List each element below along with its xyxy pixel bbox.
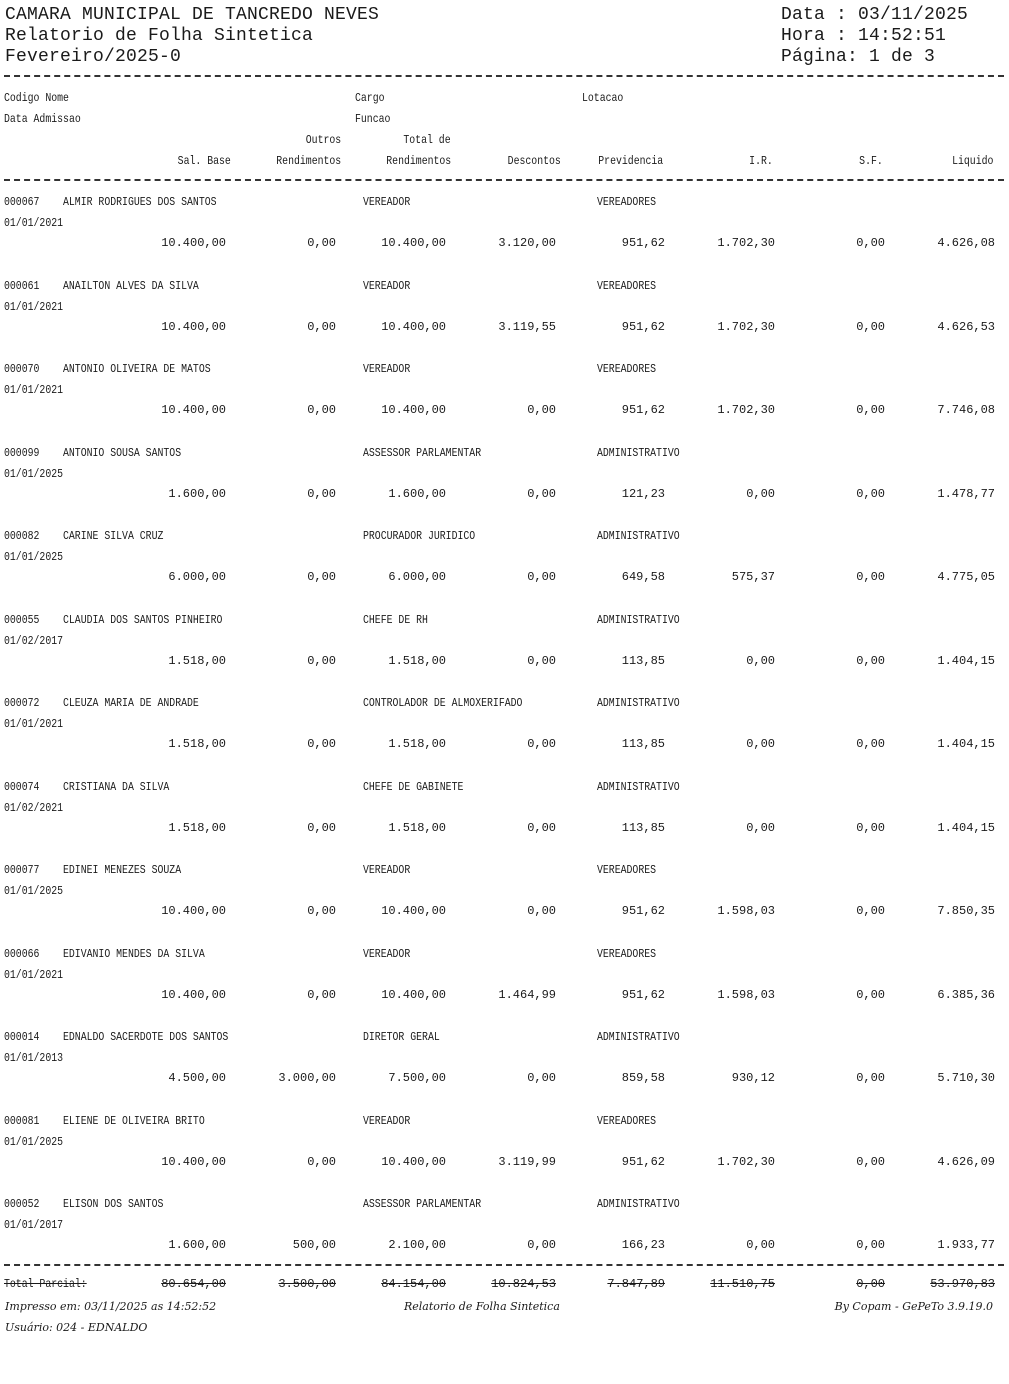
employee-code: 000052 [4,1197,40,1211]
employee-outros: 0,00 [307,654,336,668]
employee-cargo: VEREADOR [363,947,411,961]
employee-sal-base: 1.518,00 [168,654,226,668]
employee-lotacao: ADMINISTRATIVO [597,529,680,543]
col-cargo: Cargo [355,91,385,105]
employee-code: 000055 [4,613,40,627]
employee-outros: 0,00 [307,988,336,1002]
employee-cargo: DIRETOR GERAL [363,1030,440,1044]
totals-previdencia: 7.847,89 [607,1277,665,1291]
employee-descontos: 3.120,00 [498,236,556,250]
employee-liquido: 6.385,36 [937,988,995,1002]
employee-liquido: 4.626,53 [937,320,995,334]
report-period: Fevereiro/2025-0 [5,47,182,67]
footer-by: By Copam - GePeTo 3.9.19.0 [834,1300,993,1313]
employee-descontos: 3.119,55 [498,320,556,334]
employee-sf: 0,00 [856,403,885,417]
employee-name: ELIENE DE OLIVEIRA BRITO [63,1114,205,1128]
employee-admissao: 01/02/2021 [4,801,64,815]
employee-name: EDINEI MENEZES SOUZA [63,863,182,877]
employee-sf: 0,00 [856,737,885,751]
employee-lotacao: ADMINISTRATIVO [597,696,680,710]
employee-previdencia: 951,62 [621,1155,665,1169]
employee-code: 000082 [4,529,40,543]
employee-name: EDIVANIO MENDES DA SILVA [63,947,205,961]
employee-total: 10.400,00 [381,320,446,334]
employee-sf: 0,00 [856,487,885,501]
employee-liquido: 4.626,09 [937,1155,995,1169]
employee-liquido: 1.404,15 [937,821,995,835]
employee-previdencia: 859,58 [621,1071,665,1085]
employee-ir: 575,37 [731,570,775,584]
employee-cargo: CHEFE DE RH [363,613,428,627]
employee-lotacao: VEREADORES [597,1114,657,1128]
report-date: Data : 03/11/2025 [781,5,969,25]
employee-admissao: 01/01/2021 [4,968,64,982]
employee-sf: 0,00 [856,1238,885,1252]
employee-sf: 0,00 [856,1155,885,1169]
col-previdencia: Previdencia [598,154,663,168]
col-lotacao: Lotacao [582,91,624,105]
employee-sal-base: 10.400,00 [161,904,226,918]
employee-name: CLAUDIA DOS SANTOS PINHEIRO [63,613,223,627]
col-total-2: Rendimentos [386,154,451,168]
employee-outros: 0,00 [307,487,336,501]
employee-descontos: 0,00 [527,654,556,668]
report-time: Hora : 14:52:51 [781,26,947,46]
employee-total: 6.000,00 [388,570,446,584]
totals-liquido: 53.970,83 [930,1277,995,1291]
totals-separator [4,1264,1004,1266]
employee-outros: 0,00 [307,320,336,334]
org-name: CAMARA MUNICIPAL DE TANCREDO NEVES [5,5,380,25]
employee-sal-base: 6.000,00 [168,570,226,584]
employee-ir: 1.702,30 [717,403,775,417]
employee-ir: 0,00 [746,1238,775,1252]
col-data-admissao: Data Admissao [4,112,81,126]
employee-name: ANAILTON ALVES DA SILVA [63,279,199,293]
employee-name: CARINE SILVA CRUZ [63,529,164,543]
col-codigo-nome: Codigo Nome [4,91,69,105]
employee-lotacao: VEREADORES [597,279,657,293]
totals-sf: 0,00 [856,1277,885,1291]
employee-admissao: 01/01/2021 [4,300,64,314]
employee-sf: 0,00 [856,236,885,250]
employee-lotacao: ADMINISTRATIVO [597,446,680,460]
employee-previdencia: 951,62 [621,904,665,918]
employee-code: 000066 [4,947,40,961]
employee-lotacao: ADMINISTRATIVO [597,1197,680,1211]
employee-cargo: CONTROLADOR DE ALMOXERIFADO [363,696,523,710]
employee-cargo: PROCURADOR JURIDICO [363,529,476,543]
employee-liquido: 7.746,08 [937,403,995,417]
employee-outros: 0,00 [307,737,336,751]
employee-ir: 1.598,03 [717,988,775,1002]
employee-cargo: ASSESSOR PARLAMENTAR [363,1197,482,1211]
employee-lotacao: ADMINISTRATIVO [597,613,680,627]
employee-code: 000074 [4,780,40,794]
columns-separator [4,179,1004,181]
employee-admissao: 01/01/2025 [4,467,64,481]
employee-liquido: 1.404,15 [937,737,995,751]
totals-label: Total Parcial: [4,1277,87,1291]
employee-outros: 0,00 [307,1155,336,1169]
employee-cargo: VEREADOR [363,362,411,376]
employee-total: 7.500,00 [388,1071,446,1085]
employee-liquido: 7.850,35 [937,904,995,918]
employee-lotacao: VEREADORES [597,863,657,877]
employee-name: ANTONIO SOUSA SANTOS [63,446,182,460]
employee-sal-base: 1.600,00 [168,487,226,501]
employee-liquido: 1.478,77 [937,487,995,501]
employee-sf: 0,00 [856,988,885,1002]
employee-sf: 0,00 [856,654,885,668]
employee-total: 1.518,00 [388,737,446,751]
employee-name: CRISTIANA DA SILVA [63,780,170,794]
employee-ir: 930,12 [731,1071,775,1085]
employee-code: 000014 [4,1030,40,1044]
col-ir: I.R. [749,154,773,168]
employee-ir: 0,00 [746,487,775,501]
employee-admissao: 01/01/2025 [4,884,64,898]
employee-admissao: 01/01/2021 [4,383,64,397]
employee-descontos: 0,00 [527,821,556,835]
employee-sal-base: 1.518,00 [168,737,226,751]
employee-previdencia: 121,23 [621,487,665,501]
employee-liquido: 4.626,08 [937,236,995,250]
employee-descontos: 0,00 [527,570,556,584]
employee-sal-base: 10.400,00 [161,320,226,334]
employee-sal-base: 10.400,00 [161,988,226,1002]
employee-liquido: 1.404,15 [937,654,995,668]
employee-sal-base: 4.500,00 [168,1071,226,1085]
employee-admissao: 01/01/2017 [4,1218,64,1232]
employee-sal-base: 10.400,00 [161,1155,226,1169]
employee-cargo: CHEFE DE GABINETE [363,780,464,794]
employee-lotacao: ADMINISTRATIVO [597,1030,680,1044]
employee-total: 10.400,00 [381,988,446,1002]
employee-total: 1.600,00 [388,487,446,501]
col-outros-1: Outros [305,133,341,147]
employee-descontos: 0,00 [527,737,556,751]
footer-printed: Impresso em: 03/11/2025 as 14:52:52 [5,1300,217,1313]
employee-total: 10.400,00 [381,236,446,250]
employee-liquido: 5.710,30 [937,1071,995,1085]
employee-total: 2.100,00 [388,1238,446,1252]
employee-code: 000081 [4,1114,40,1128]
employee-ir: 1.702,30 [717,1155,775,1169]
col-sf: S.F. [859,154,883,168]
employee-previdencia: 951,62 [621,320,665,334]
employee-previdencia: 113,85 [621,737,665,751]
totals-outros: 3.500,00 [278,1277,336,1291]
employee-ir: 1.702,30 [717,320,775,334]
employee-sf: 0,00 [856,1071,885,1085]
employee-lotacao: VEREADORES [597,947,657,961]
employee-ir: 1.598,03 [717,904,775,918]
employee-code: 000099 [4,446,40,460]
employee-descontos: 0,00 [527,1071,556,1085]
employee-sal-base: 10.400,00 [161,236,226,250]
footer-title: Relatorio de Folha Sintetica [404,1300,560,1313]
report-title: Relatorio de Folha Sintetica [5,26,314,46]
employee-lotacao: VEREADORES [597,362,657,376]
employee-total: 10.400,00 [381,904,446,918]
col-sal-base: Sal. Base [177,154,231,168]
employee-admissao: 01/01/2025 [4,1135,64,1149]
col-outros-2: Rendimentos [276,154,341,168]
employee-name: EDNALDO SACERDOTE DOS SANTOS [63,1030,229,1044]
employee-ir: 1.702,30 [717,236,775,250]
employee-code: 000072 [4,696,40,710]
employee-outros: 0,00 [307,570,336,584]
col-descontos: Descontos [507,154,561,168]
employee-admissao: 01/01/2025 [4,550,64,564]
employee-descontos: 0,00 [527,1238,556,1252]
employee-cargo: VEREADOR [363,279,411,293]
totals-sal-base: 80.654,00 [161,1277,226,1291]
employee-outros: 0,00 [307,403,336,417]
col-total-1: Total de [403,133,451,147]
employee-descontos: 0,00 [527,904,556,918]
employee-code: 000061 [4,279,40,293]
employee-previdencia: 113,85 [621,821,665,835]
employee-ir: 0,00 [746,821,775,835]
employee-code: 000077 [4,863,40,877]
employee-descontos: 1.464,99 [498,988,556,1002]
employee-cargo: VEREADOR [363,1114,411,1128]
employee-code: 000070 [4,362,40,376]
employee-admissao: 01/01/2013 [4,1051,64,1065]
employee-outros: 500,00 [292,1238,336,1252]
employee-ir: 0,00 [746,654,775,668]
employee-outros: 0,00 [307,821,336,835]
employee-outros: 0,00 [307,904,336,918]
employee-liquido: 1.933,77 [937,1238,995,1252]
employee-total: 1.518,00 [388,654,446,668]
employee-code: 000067 [4,195,40,209]
report-page: Página: 1 de 3 [781,47,936,67]
employee-name: ALMIR RODRIGUES DOS SANTOS [63,195,217,209]
employee-name: ANTONIO OLIVEIRA DE MATOS [63,362,211,376]
employee-total: 1.518,00 [388,821,446,835]
employee-outros: 0,00 [307,236,336,250]
employee-previdencia: 166,23 [621,1238,665,1252]
employee-cargo: VEREADOR [363,863,411,877]
employee-outros: 3.000,00 [278,1071,336,1085]
employee-sal-base: 1.518,00 [168,821,226,835]
employee-total: 10.400,00 [381,403,446,417]
footer-user: Usuário: 024 - EDNALDO [5,1321,148,1334]
header-separator [4,75,1004,77]
employee-ir: 0,00 [746,737,775,751]
employee-previdencia: 951,62 [621,988,665,1002]
employee-previdencia: 113,85 [621,654,665,668]
totals-descontos: 10.824,53 [491,1277,556,1291]
employee-descontos: 3.119,99 [498,1155,556,1169]
employee-name: CLEUZA MARIA DE ANDRADE [63,696,199,710]
employee-descontos: 0,00 [527,403,556,417]
col-liquido: Liquido [951,154,993,168]
employee-previdencia: 649,58 [621,570,665,584]
totals-ir: 11.510,75 [710,1277,775,1291]
employee-liquido: 4.775,05 [937,570,995,584]
employee-cargo: VEREADOR [363,195,411,209]
employee-admissao: 01/02/2017 [4,634,64,648]
totals-total: 84.154,00 [381,1277,446,1291]
employee-sf: 0,00 [856,320,885,334]
employee-cargo: ASSESSOR PARLAMENTAR [363,446,482,460]
employee-lotacao: ADMINISTRATIVO [597,780,680,794]
employee-name: ELISON DOS SANTOS [63,1197,164,1211]
employee-admissao: 01/01/2021 [4,216,64,230]
employee-sal-base: 10.400,00 [161,403,226,417]
employee-descontos: 0,00 [527,487,556,501]
employee-previdencia: 951,62 [621,236,665,250]
employee-total: 10.400,00 [381,1155,446,1169]
employee-sf: 0,00 [856,821,885,835]
employee-sf: 0,00 [856,904,885,918]
col-funcao: Funcao [355,112,391,126]
employee-previdencia: 951,62 [621,403,665,417]
employee-admissao: 01/01/2021 [4,717,64,731]
employee-sf: 0,00 [856,570,885,584]
employee-lotacao: VEREADORES [597,195,657,209]
employee-sal-base: 1.600,00 [168,1238,226,1252]
